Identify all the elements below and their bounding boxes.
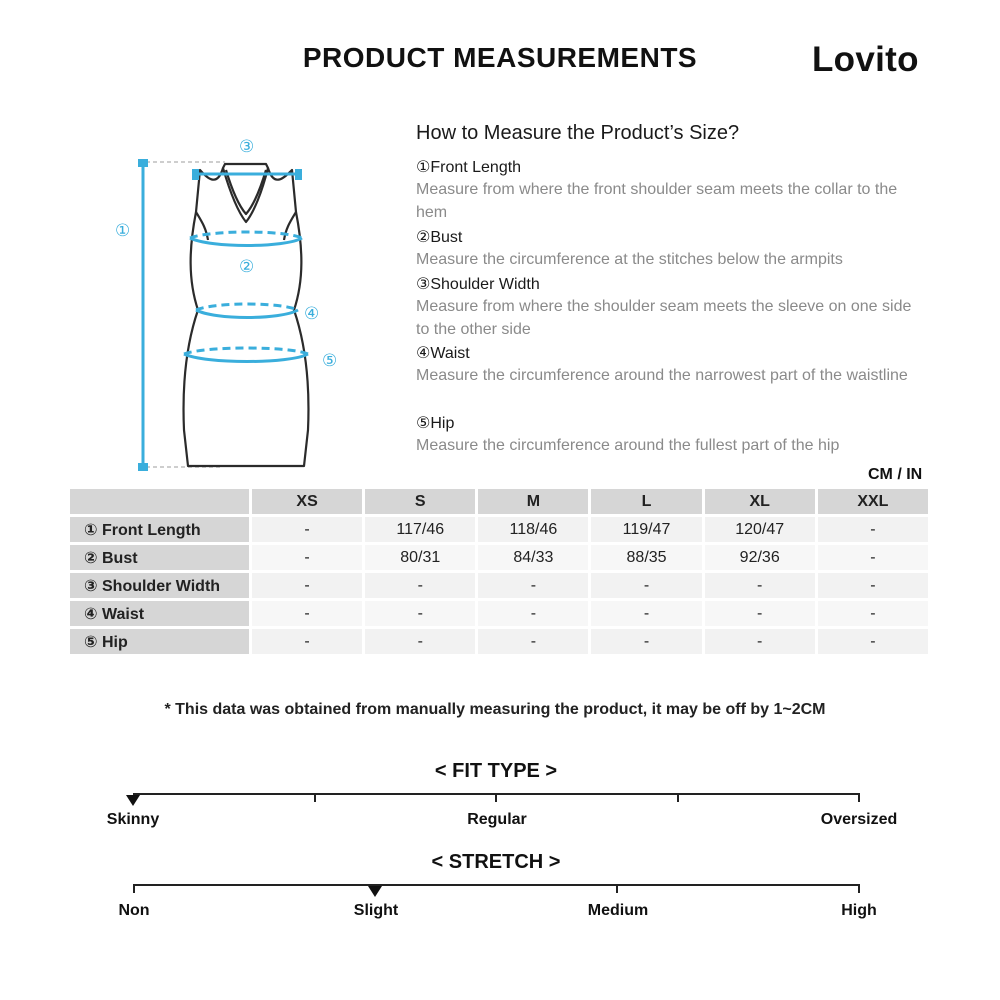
table-cell: 84/33 [478, 545, 588, 570]
size-header-s: S [365, 489, 475, 514]
front-length-line [138, 159, 148, 471]
guide-desc-bust: Measure the circumference at the stitches below the armpits [416, 251, 843, 268]
table-cell: - [478, 573, 588, 598]
marker-front-length: ① [115, 221, 131, 241]
fit-type-label-skinny: Skinny [106, 811, 160, 828]
table-cell: 120/47 [705, 517, 815, 542]
table-row [70, 601, 928, 626]
table-cell: - [252, 629, 362, 654]
table-cell: - [591, 601, 701, 626]
table-row [70, 545, 928, 570]
stretch-title: < STRETCH > [431, 851, 561, 873]
table-cell: 88/35 [591, 545, 701, 570]
table-cell: - [252, 517, 362, 542]
table-cell: - [818, 629, 928, 654]
marker-bust: ② [239, 257, 255, 277]
size-header-l: L [591, 489, 701, 514]
fit-type-tick [858, 793, 860, 802]
fit-type-title: < FIT TYPE > [434, 760, 558, 782]
table-cell: - [252, 545, 362, 570]
fit-type-tick [495, 793, 497, 802]
row-label-shoulder-width: ③ Shoulder Width [70, 573, 249, 598]
stretch-tick [616, 884, 618, 893]
size-header-xxl: XXL [818, 489, 928, 514]
table-cell: - [818, 601, 928, 626]
row-label-waist: ④ Waist [70, 601, 249, 626]
marker-shoulder-width: ③ [239, 137, 255, 157]
marker-waist: ④ [304, 304, 320, 324]
table-cell: 80/31 [365, 545, 475, 570]
stretch-label-medium: Medium [587, 902, 649, 919]
size-header-xl: XL [705, 489, 815, 514]
guide-heading-hip: ⑤Hip [416, 415, 455, 432]
measurement-disclaimer: * This data was obtained from manually measuring the product, it may be off by 1~2CM [164, 701, 826, 718]
guide-title: How to Measure the Product’s Size? [416, 122, 740, 144]
table-cell: - [818, 517, 928, 542]
stretch-axis [133, 884, 860, 886]
guide-heading-shoulder-width: ③Shoulder Width [416, 276, 540, 293]
table-cell: 117/46 [365, 517, 475, 542]
table-row [70, 629, 928, 654]
table-cell: - [252, 573, 362, 598]
table-cell: - [252, 601, 362, 626]
stretch-tick [858, 884, 860, 893]
table-row [70, 573, 928, 598]
size-header-m: M [478, 489, 588, 514]
table-cell: - [705, 573, 815, 598]
table-cell: - [365, 573, 475, 598]
guide-heading-bust: ②Bust [416, 229, 463, 246]
hip-line [184, 348, 308, 362]
table-cell: - [818, 545, 928, 570]
brand-logo: Lovito [812, 40, 919, 79]
table-cell: 118/46 [478, 517, 588, 542]
table-cell: - [591, 573, 701, 598]
row-label-bust: ② Bust [70, 545, 249, 570]
table-cell: - [818, 573, 928, 598]
stretch-selected-marker-icon [368, 886, 382, 897]
stretch-tick [133, 884, 135, 893]
size-table [67, 486, 931, 657]
dress-measurement-diagram [90, 130, 370, 480]
table-cell: - [478, 601, 588, 626]
fit-type-label-regular: Regular [467, 811, 527, 828]
guide-heading-front-length: ①Front Length [416, 159, 522, 176]
marker-hip: ⑤ [322, 351, 338, 371]
size-header-xs: XS [252, 489, 362, 514]
row-label-hip: ⑤ Hip [70, 629, 249, 654]
table-cell: 119/47 [591, 517, 701, 542]
guide-desc-hip: Measure the circumference around the fullest part of the hip [416, 437, 840, 454]
fit-type-tick [314, 793, 316, 802]
size-table-header-row [70, 489, 928, 514]
table-cell: - [705, 629, 815, 654]
table-cell: 92/36 [705, 545, 815, 570]
table-cell: - [591, 629, 701, 654]
unit-label: CM / IN [868, 466, 923, 483]
guide-desc-front-length: Measure from where the front shoulder seam meets the collar to the hem [416, 181, 898, 221]
table-cell: - [365, 629, 475, 654]
guide-desc-waist: Measure the circumference around the narrowest part of the waistline [416, 367, 908, 384]
waist-line [196, 304, 298, 318]
dress-outline [184, 164, 309, 466]
table-cell: - [705, 601, 815, 626]
page-title: PRODUCT MEASUREMENTS [302, 42, 698, 73]
table-cell: - [365, 601, 475, 626]
stretch-label-slight: Slight [353, 902, 399, 919]
stretch-label-high: High [841, 902, 877, 919]
row-label-front-length: ① Front Length [70, 517, 249, 542]
guide-heading-waist: ④Waist [416, 345, 470, 362]
table-cell: - [478, 629, 588, 654]
fit-type-label-oversized: Oversized [820, 811, 898, 828]
fit-type-selected-marker-icon [126, 795, 140, 806]
guide-desc-shoulder-width: Measure from where the shoulder seam meets the sleeve on one side to the other side [416, 298, 912, 338]
stretch-label-non: Non [118, 902, 150, 919]
size-table-corner [70, 489, 249, 514]
table-row [70, 517, 928, 542]
fit-type-tick [677, 793, 679, 802]
